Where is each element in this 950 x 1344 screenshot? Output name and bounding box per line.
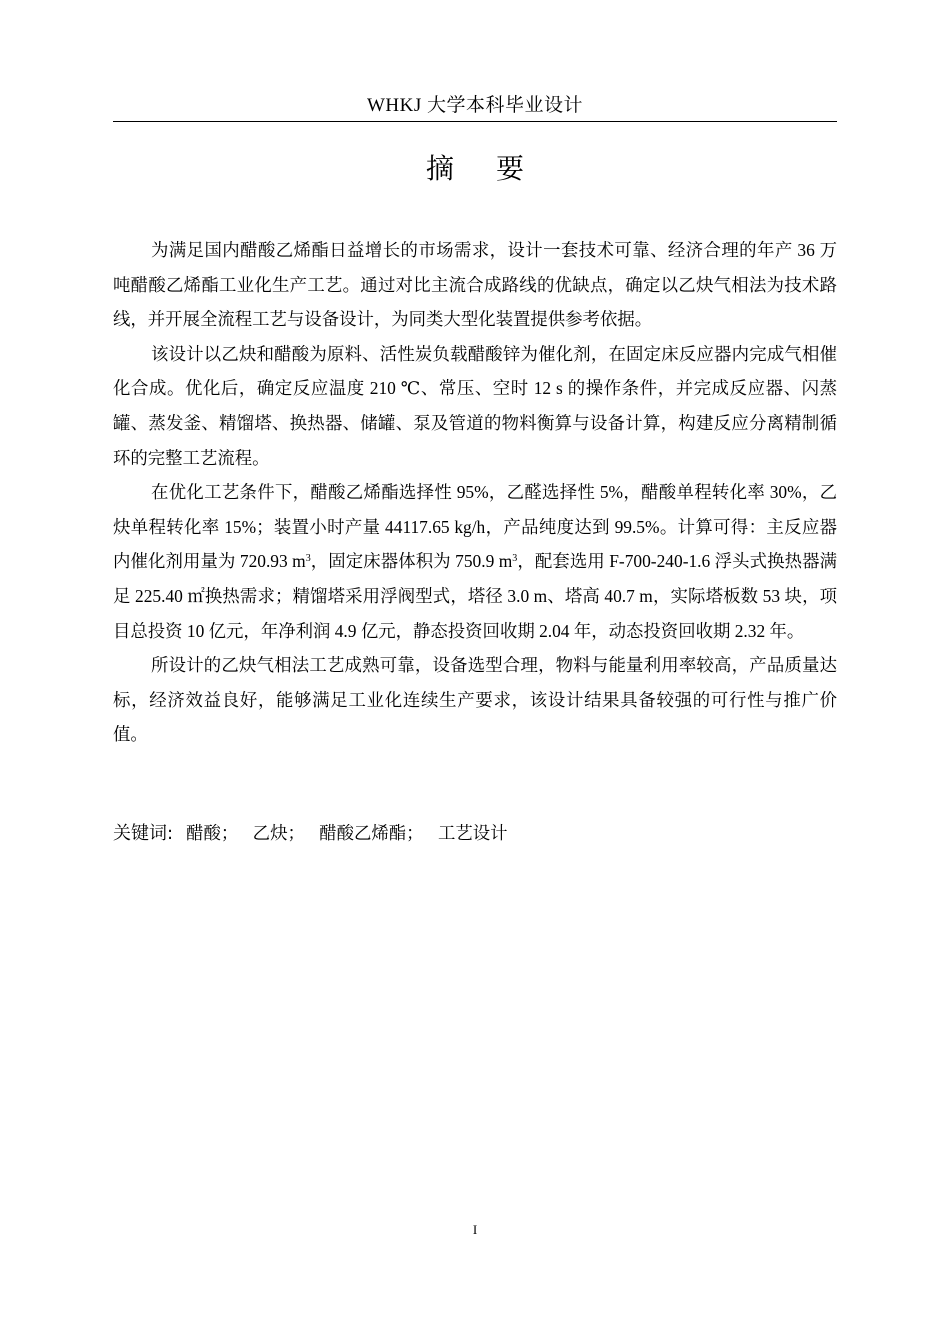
- abstract-paragraph-3: [113, 475, 837, 648]
- abstract-body: [113, 233, 837, 752]
- paragraph-text: 在优化工艺条件下，醋酸乙烯酯选择性 95%，乙醛选择性 5%，醋酸单程转化率 30%，乙炔单程转化率 15%；装置小时产量 44117.65 kg/h，产品纯度达到 99.5%。计算可得：主反应器内催化剂用量为 720.93 m: [113, 482, 837, 572]
- header-rule: [113, 121, 837, 122]
- running-header: WHKJ 大学本科毕业设计: [366, 95, 584, 116]
- paragraph-text: 为满足国内醋酸乙烯酯日益增长的市场需求，设计一套技术可靠、经济合理的年产 36 万吨醋酸乙烯酯工业化生产工艺。通过对比主流合成路线的优缺点，确定以乙炔气相法为技术路线，并开展全流程工艺与设备设计，为同类大型化装置提供参考依据。: [113, 240, 837, 330]
- paragraph-text: ，配套选用 F-700-240-1.6 浮头式换热器满足 225.40 ㎡换热需求；精馏塔采用浮阀型式，塔径 3.0 m、塔高 40.7 m，实际塔板数 53 块，项目总投资 10 亿元，年净利润 4.9 亿元，静态投资回收期 2.04 年，动态投资回收期 2.32 年。: [113, 551, 837, 641]
- superscript: 3: [305, 553, 311, 565]
- paragraph-text: 所设计的乙炔气相法工艺成熟可靠，设备选型合理，物料与能量利用率较高，产品质量达标，经济效益良好，能够满足工业化连续生产要求，该设计结果具备较强的可行性与推广价值。: [113, 655, 837, 745]
- keyword-item: 醋酸；: [186, 823, 239, 843]
- paragraph-text: ，固定床器体积为 750.9 m: [310, 551, 513, 572]
- paragraph-text: 该设计以乙炔和醋酸为原料、活性炭负载醋酸锌为催化剂，在固定床反应器内完成气相催化合成。优化后，确定反应温度 210 ℃、常压、空时 12 s 的操作条件，并完成反应器、闪蒸罐、蒸发釜、精馏塔、换热器、储罐、泵及管道的物料衡算与设备计算，构建反应分离精制循环的完整工艺流程。: [113, 343, 837, 468]
- abstract-paragraph-1: [113, 233, 837, 337]
- abstract-paragraph-4: [113, 648, 837, 752]
- keyword-item: 乙炔；: [252, 823, 305, 843]
- abstract-paragraph-2: [113, 337, 837, 475]
- page-number: I: [472, 1222, 478, 1237]
- keyword-item: 工艺设计: [437, 823, 508, 843]
- keywords-line: [113, 816, 837, 851]
- abstract-title: 摘要: [425, 154, 566, 185]
- keyword-item: 醋酸乙烯酯；: [319, 823, 424, 843]
- superscript: 3: [512, 553, 518, 565]
- keywords-label: 关键词:: [113, 823, 174, 844]
